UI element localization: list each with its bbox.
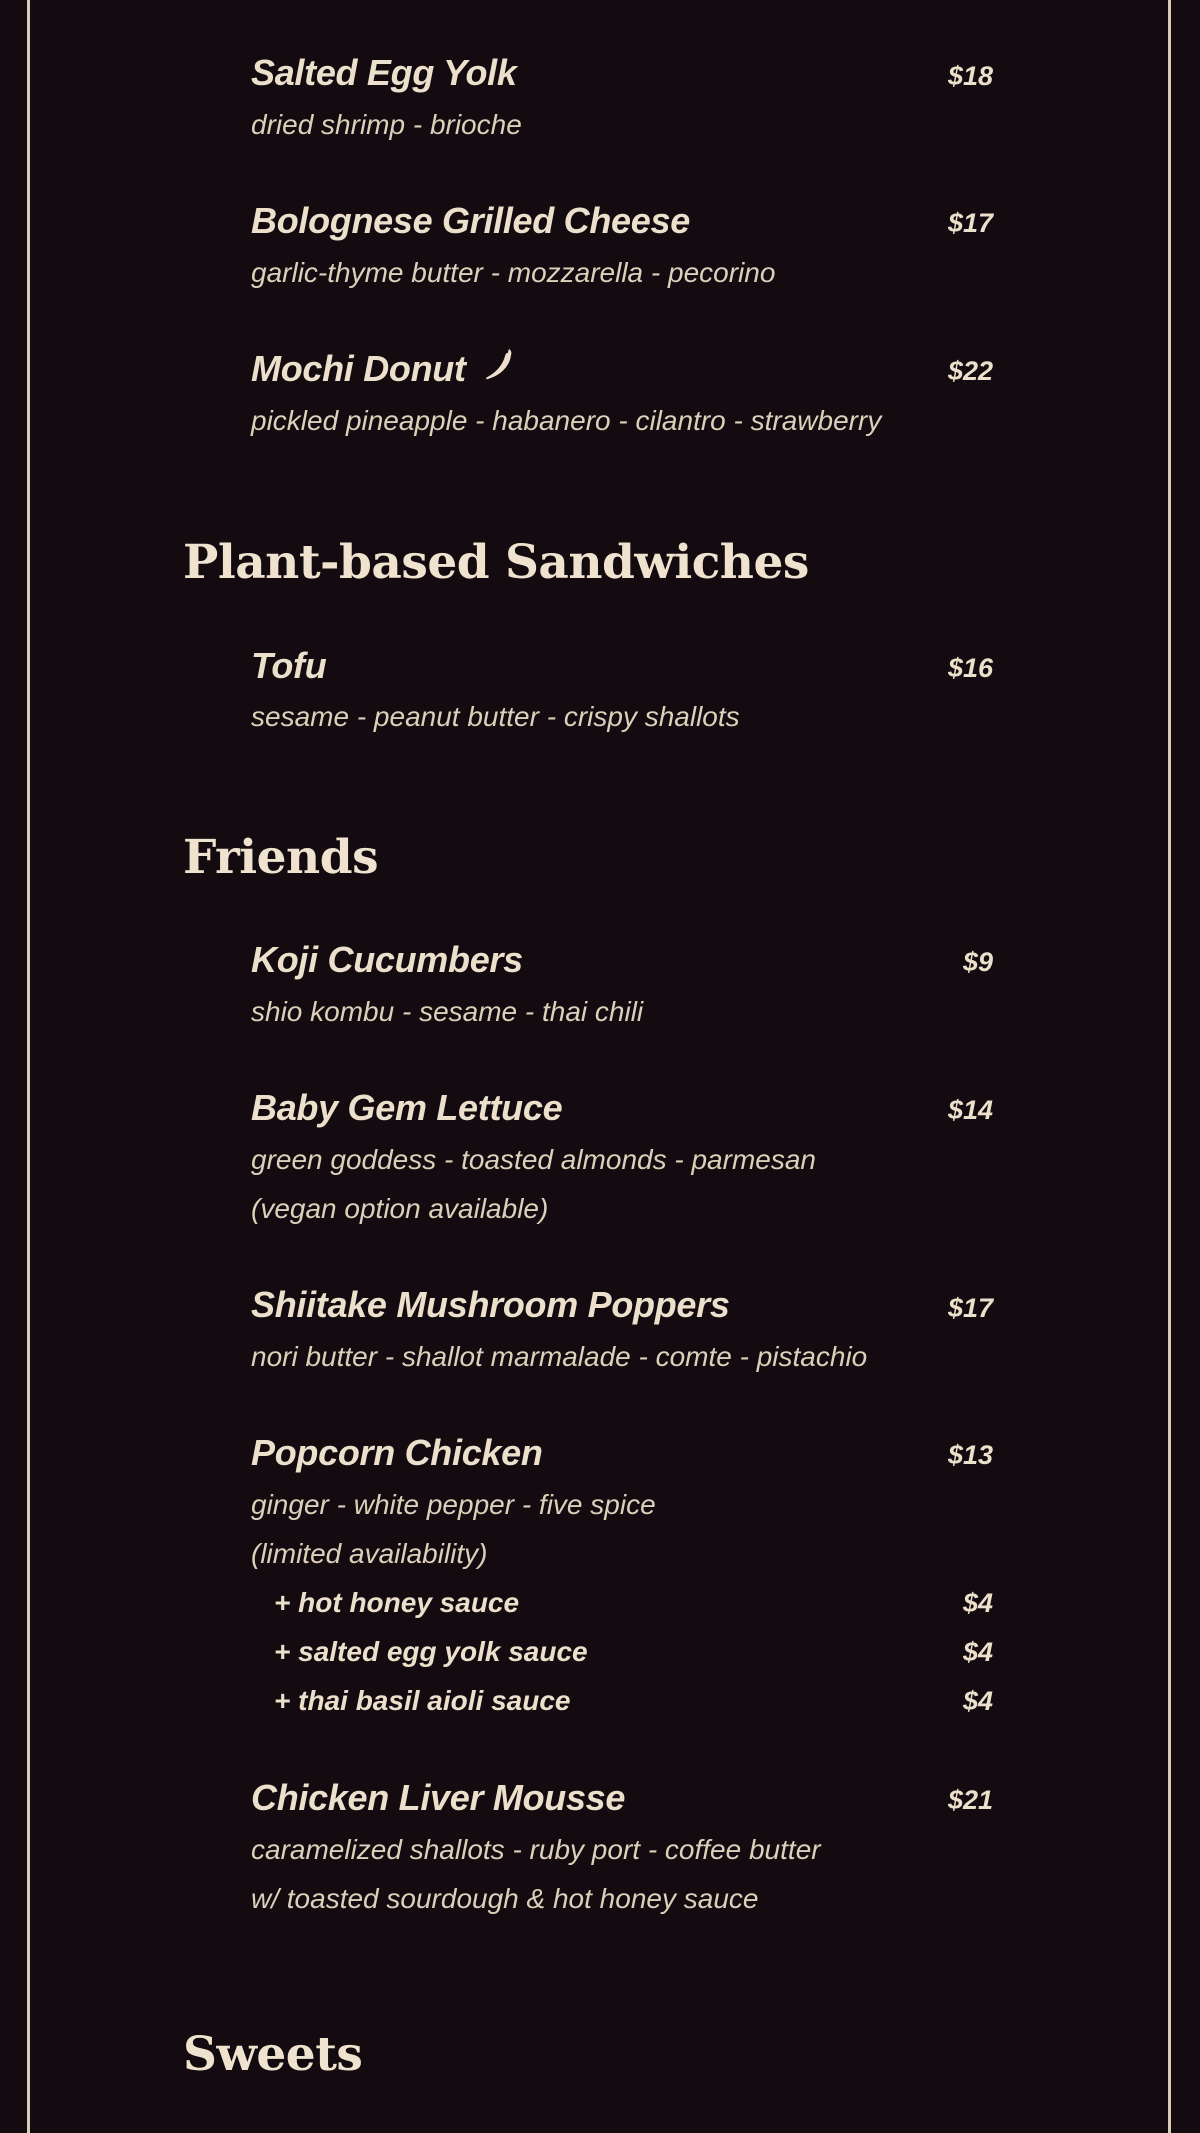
item-description: dried shrimp - brioche [251, 109, 522, 140]
item-price: $14 [947, 1095, 993, 1125]
item-price: $21 [947, 1785, 993, 1815]
addon-price: $4 [962, 1588, 993, 1618]
item-name [251, 348, 516, 389]
item-price: $22 [947, 356, 993, 386]
item-description: green goddess - toasted almonds - parmesan [251, 1144, 816, 1175]
chili-pepper-icon [484, 347, 516, 387]
item-name: Baby Gem Lettuce [251, 1087, 563, 1128]
item-price: $18 [947, 61, 993, 91]
item-name: Tofu [251, 645, 327, 686]
item-description: caramelized shallots - ruby port - coffee butter [251, 1834, 821, 1865]
item-name: Koji Cucumbers [251, 939, 523, 980]
item-description: nori butter - shallot marmalade - comte - pistachio [251, 1341, 868, 1372]
item-description: ginger - white pepper - five spice [251, 1489, 656, 1520]
addon-price: $4 [962, 1686, 993, 1716]
item-price: $17 [947, 1293, 993, 1323]
item-price: $9 [962, 947, 993, 977]
item-description: pickled pineapple - habanero - cilantro - strawberry [251, 405, 882, 436]
addon-name: + hot honey sauce [274, 1587, 520, 1618]
item-description: shio kombu - sesame - thai chili [251, 996, 644, 1027]
section-title: Friends [183, 830, 379, 885]
addon-name: + thai basil aioli sauce [274, 1685, 571, 1716]
section-title: Plant-based Sandwiches [183, 535, 809, 590]
item-note: w/ toasted sourdough & hot honey sauce [251, 1883, 759, 1914]
item-name: Bolognese Grilled Cheese [251, 200, 690, 241]
item-price: $13 [947, 1440, 993, 1470]
item-note: (vegan option available) [251, 1193, 549, 1224]
right-border-line [1168, 0, 1171, 2133]
item-name: Chicken Liver Mousse [251, 1777, 626, 1818]
section-title: Sweets [183, 2027, 363, 2082]
addon-name: + salted egg yolk sauce [274, 1636, 588, 1667]
item-price: $16 [947, 653, 993, 683]
item-description: garlic-thyme butter - mozzarella - pecorino [251, 257, 776, 288]
item-description: sesame - peanut butter - crispy shallots [251, 701, 740, 732]
item-name-text: Mochi Donut [251, 348, 466, 389]
item-price: $17 [947, 208, 993, 238]
item-note: (limited availability) [251, 1538, 488, 1569]
item-name: Salted Egg Yolk [251, 52, 517, 93]
item-name: Popcorn Chicken [251, 1432, 543, 1473]
left-border-line [27, 0, 30, 2133]
addon-price: $4 [962, 1637, 993, 1667]
item-name: Shiitake Mushroom Poppers [251, 1284, 730, 1325]
